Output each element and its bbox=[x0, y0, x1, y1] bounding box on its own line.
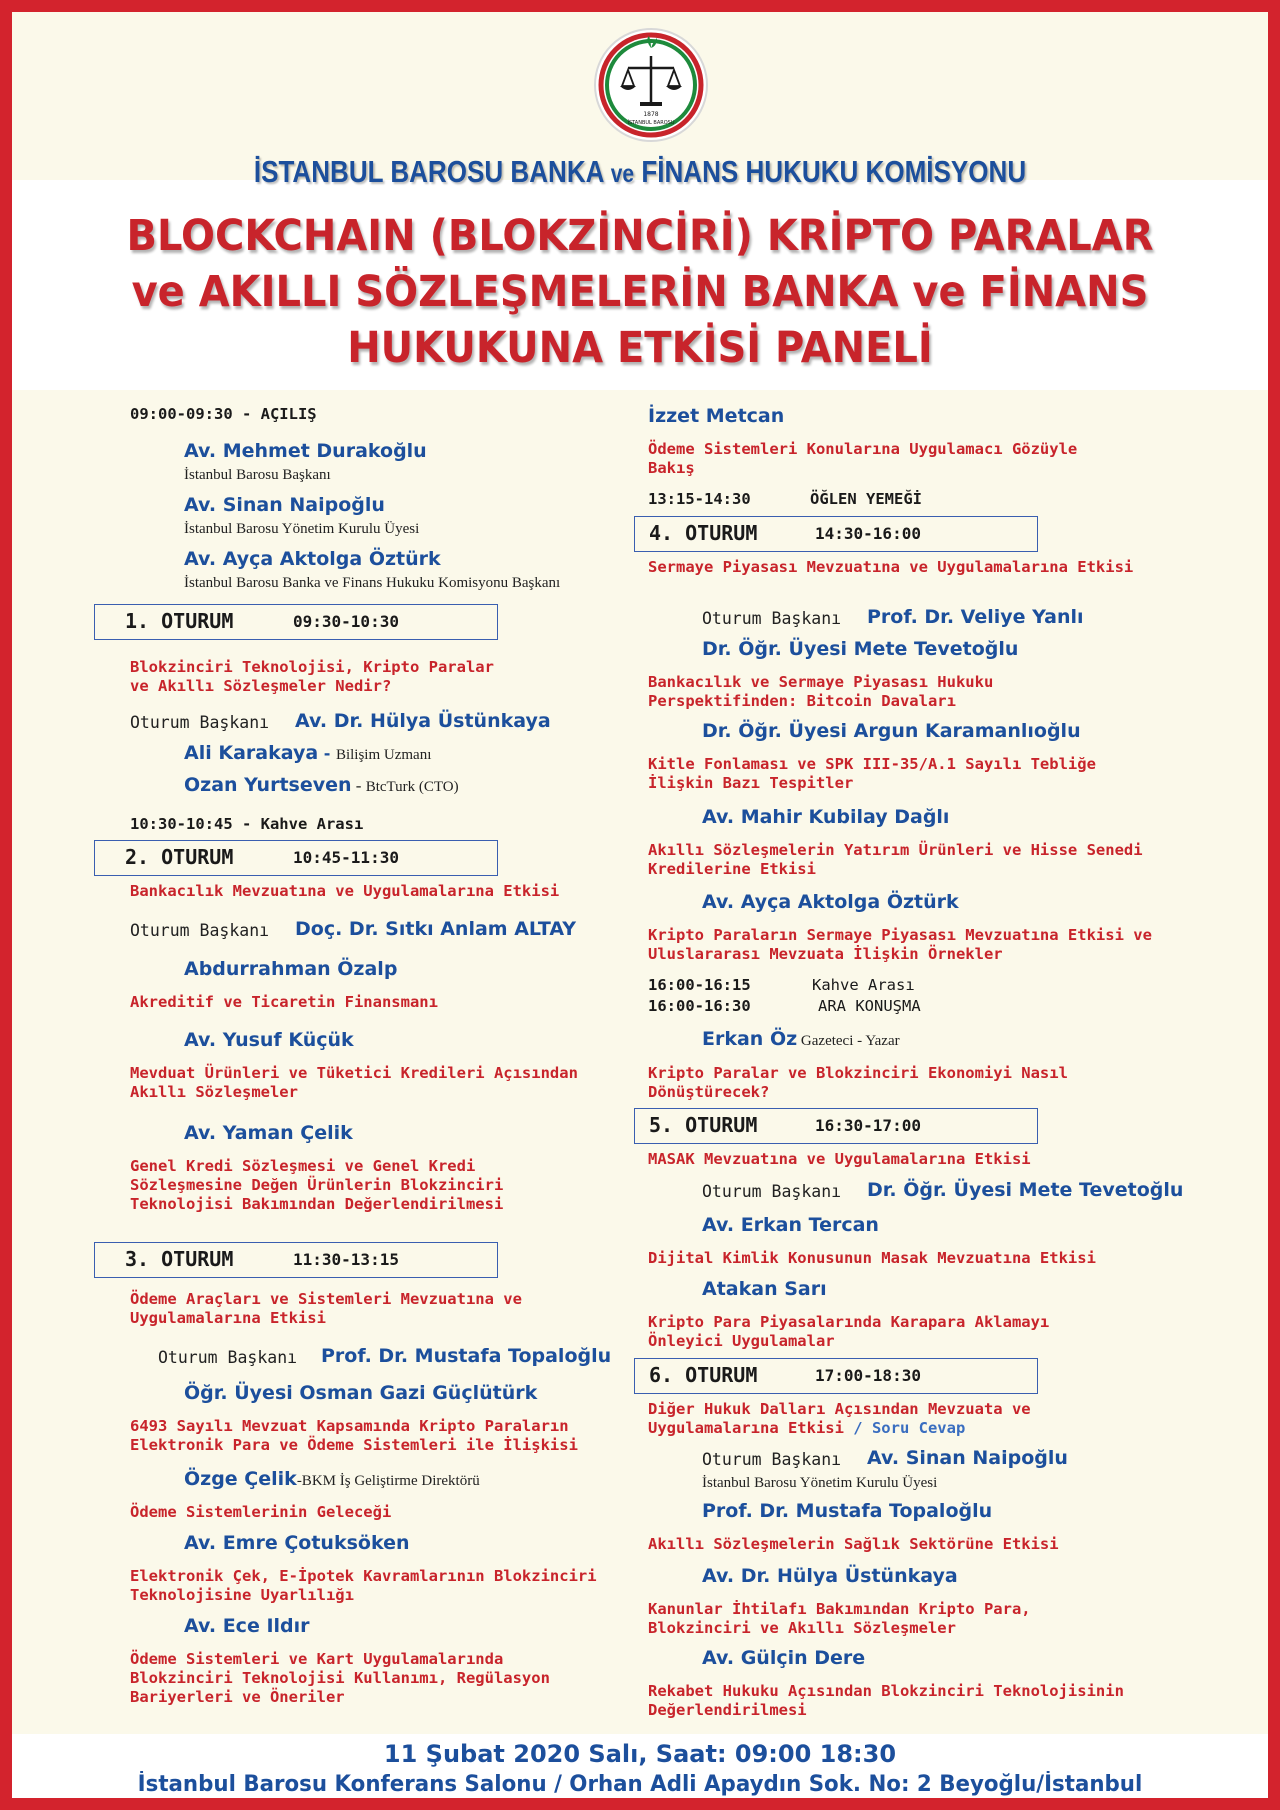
session-5-topic: MASAK Mevzuatına ve Uygulamalarına Etkisi bbox=[648, 1150, 1031, 1168]
session-1-time: 09:30-10:30 bbox=[293, 612, 399, 631]
session-6-box bbox=[634, 1358, 1038, 1394]
session-4-chair: Prof. Dr. Veliye Yanlı bbox=[867, 606, 1084, 628]
title-line-2: ve AKILLI SÖZLEŞMELERİN BANKA ve FİNANS bbox=[131, 267, 1149, 317]
session-6-topic-extra: / Soru Cevap bbox=[843, 1419, 966, 1437]
talk-label: ARA KONUŞMA bbox=[818, 997, 921, 1015]
session-2-label: 2. OTURUM bbox=[125, 845, 234, 869]
session-5-chair-label: Oturum Başkanı bbox=[702, 1182, 842, 1201]
session-1-panelist-1: Ali Karakaya - Bilişim Uzmanı bbox=[184, 742, 432, 764]
coffee-break-1: 10:30-10:45 - Kahve Arası bbox=[130, 815, 364, 833]
session-2-panelist-1: Abdurrahman Özalp bbox=[184, 958, 398, 980]
session-5-time: 16:30-17:00 bbox=[815, 1116, 921, 1135]
session-4-topic: Sermaye Piyasası Mevzuatına ve Uygulamalarına Etkisi bbox=[648, 558, 1134, 576]
session-3-chair-label: Oturum Başkanı bbox=[158, 1348, 298, 1367]
session-4-panelist-1: Dr. Öğr. Üyesi Mete Tevetoğlu bbox=[702, 638, 1019, 660]
event-date: 11 Şubat 2020 Salı, Saat: 09:00 18:30 bbox=[383, 1740, 897, 1768]
session-3-panelist-5: İzzet Metcan bbox=[648, 405, 785, 427]
session-3-panelist-1-topic: 6493 Sayılı Mevzuat Kapsamında Kripto Paraların Elektronik Para ve Ödeme Sistemleri ile İlişkisi bbox=[130, 1417, 578, 1454]
session-2-panelist-2-topic: Mevduat Ürünleri ve Tüketici Kredileri Açısından Akıllı Sözleşmeler bbox=[130, 1064, 578, 1101]
title-line-3: HUKUKUNA ETKİSİ PANELİ bbox=[347, 323, 933, 373]
session-6-panelist-2: Av. Dr. Hülya Üstünkaya bbox=[702, 1565, 958, 1587]
opening-speaker-3-role: İstanbul Barosu Banka ve Finans Hukuku Komisyonu Başkanı bbox=[184, 575, 561, 591]
opening-time: 09:00-09:30 - AÇILIŞ bbox=[130, 405, 317, 423]
session-4-panelist-3: Av. Mahir Kubilay Dağlı bbox=[702, 806, 950, 828]
session-4-panelist-4-topic: Kripto Paraların Sermaye Piyasası Mevzuatına Etkisi ve Uluslararası Mevzuata İlişkin Örnekler bbox=[648, 926, 1152, 963]
session-1-box bbox=[94, 604, 498, 640]
session-4-panelist-2-topic: Kitle Fonlaması ve SPK III-35/A.1 Sayılı Tebliğe İlişkin Bazı Tespitler bbox=[648, 755, 1096, 792]
lunch-label: ÖĞLEN YEMEĞİ bbox=[810, 490, 922, 508]
session-5-panelist-1: Av. Erkan Tercan bbox=[702, 1214, 879, 1236]
session-2-box bbox=[94, 840, 498, 876]
opening-speaker-1: Av. Mehmet Durakoğlu bbox=[184, 440, 427, 462]
session-5-panelist-2-topic: Kripto Para Piyasalarında Karapara Aklamayı Önleyici Uygulamalar bbox=[648, 1313, 1050, 1350]
session-2-panelist-3: Av. Yaman Çelik bbox=[184, 1122, 353, 1144]
session-2-chair: Doç. Dr. Sıtkı Anlam ALTAY bbox=[295, 918, 577, 940]
title-line-1: BLOCKCHAIN (BLOKZİNCİRİ) KRİPTO PARALAR bbox=[126, 211, 1154, 261]
session-3-panelist-1: Öğr. Üyesi Osman Gazi Güçlütürk bbox=[184, 1382, 538, 1404]
session-6-panelist-2-topic: Kanunlar İhtilafı Bakımından Kripto Para, Blokzinciri ve Akıllı Sözleşmeler bbox=[648, 1600, 1031, 1637]
session-3-panelist-4-topic: Ödeme Sistemleri ve Kart Uygulamalarında Blokzinciri Teknolojisi Kullanımı, Regülasyon Bariyerleri ve Öneriler bbox=[130, 1650, 550, 1706]
lunch-time: 13:15-14:30 bbox=[648, 490, 751, 508]
session-5-chair: Dr. Öğr. Üyesi Mete Tevetoğlu bbox=[867, 1179, 1184, 1201]
session-3-panelist-3-topic: Elektronik Çek, E-İpotek Kavramlarının Blokzinciri Teknolojisine Uyarlılığı bbox=[130, 1567, 597, 1604]
talk-speaker: Erkan Öz Gazeteci - Yazar bbox=[702, 1028, 900, 1050]
session-4-panelist-3-topic: Akıllı Sözleşmelerin Yatırım Ürünleri ve Hisse Senedi Kredilerine Etkisi bbox=[648, 841, 1143, 878]
session-6-topic: Diğer Hukuk Dalları Açısından Mevzuata ve Uygulamalarına Etkisi / Soru Cevap bbox=[648, 1400, 1031, 1437]
commission-part-a: İSTANBUL BAROSU BANKA bbox=[253, 154, 604, 189]
opening-speaker-1-role: İstanbul Barosu Başkanı bbox=[184, 467, 331, 483]
session-1-label: 1. OTURUM bbox=[125, 609, 234, 633]
session-6-panelist-3: Av. Gülçin Dere bbox=[702, 1647, 866, 1669]
session-1-topic: Blokzinciri Teknolojisi, Kripto Paralar ve Akıllı Sözleşmeler Nedir? bbox=[130, 658, 494, 695]
session-5-box bbox=[634, 1108, 1038, 1144]
opening-speaker-2: Av. Sinan Naipoğlu bbox=[184, 494, 385, 516]
session-3-chair: Prof. Dr. Mustafa Topaloğlu bbox=[321, 1345, 612, 1367]
session-3-panelist-3: Av. Emre Çotuksöken bbox=[184, 1532, 410, 1554]
footer bbox=[12, 1734, 1268, 1810]
opening-speaker-2-role: İstanbul Barosu Yönetim Kurulu Üyesi bbox=[184, 521, 420, 537]
session-2-panelist-2: Av. Yusuf Küçük bbox=[184, 1029, 354, 1051]
commission-name bbox=[112, 154, 1167, 190]
session-3-box bbox=[94, 1242, 498, 1278]
session-2-panelist-1-topic: Akreditif ve Ticaretin Finansmanı bbox=[130, 993, 438, 1011]
session-4-box bbox=[634, 516, 1038, 552]
session-6-time: 17:00-18:30 bbox=[815, 1366, 921, 1385]
session-2-panelist-3-topic: Genel Kredi Sözleşmesi ve Genel Kredi Sözleşmesine Değen Ürünlerin Blokzinciri Teknolojisi Bakımından Değerlendirilmesi bbox=[130, 1157, 504, 1213]
session-6-chair-role: İstanbul Barosu Yönetim Kurulu Üyesi bbox=[702, 1475, 938, 1491]
session-4-panelist-2: Dr. Öğr. Üyesi Argun Karamanlıoğlu bbox=[702, 720, 1081, 742]
panel-title bbox=[56, 208, 1224, 376]
session-2-chair-label: Oturum Başkanı bbox=[130, 921, 270, 940]
session-6-label: 6. OTURUM bbox=[649, 1363, 758, 1387]
session-1-panelist-2: Ozan Yurtseven - BtcTurk (CTO) bbox=[184, 774, 459, 796]
event-address: İstanbul Barosu Konferans Salonu / Orhan Adli Apaydın Sok. No: 2 Beyoğlu/İstanbul bbox=[137, 1772, 1143, 1797]
coffee-break-2-label: Kahve Arası bbox=[812, 976, 915, 994]
session-6-chair-label: Oturum Başkanı bbox=[702, 1450, 842, 1469]
logo-text: İSTANBUL BAROSU bbox=[627, 120, 675, 126]
commission-part-b: FİNANS HUKUKU KOMİSYONU bbox=[641, 154, 1027, 189]
session-5-label: 5. OTURUM bbox=[649, 1113, 758, 1137]
coffee-break-2-time: 16:00-16:15 bbox=[648, 976, 751, 994]
session-3-time: 11:30-13:15 bbox=[293, 1250, 399, 1269]
session-4-chair-label: Oturum Başkanı bbox=[702, 609, 842, 628]
session-3-topic: Ödeme Araçları ve Sistemleri Mevzuatına ve Uygulamalarına Etkisi bbox=[130, 1290, 522, 1327]
session-2-time: 10:45-11:30 bbox=[293, 848, 399, 867]
session-5-panelist-2: Atakan Sarı bbox=[702, 1278, 827, 1300]
session-3-panelist-2: Özge Çelik-BKM İş Geliştirme Direktörü bbox=[184, 1468, 480, 1490]
commission-ve: ve bbox=[610, 160, 635, 188]
session-3-panelist-4: Av. Ece Ildır bbox=[184, 1615, 310, 1637]
session-5-panelist-1-topic: Dijital Kimlik Konusunun Masak Mevzuatına Etkisi bbox=[648, 1249, 1096, 1267]
session-2-topic: Bankacılık Mevzuatına ve Uygulamalarına Etkisi bbox=[130, 882, 560, 900]
talk-topic: Kripto Paralar ve Blokzinciri Ekonomiyi Nasıl Dönüştürecek? bbox=[648, 1064, 1068, 1101]
session-4-panelist-4: Av. Ayça Aktolga Öztürk bbox=[702, 891, 959, 913]
session-4-label: 4. OTURUM bbox=[649, 521, 758, 545]
session-3-label: 3. OTURUM bbox=[125, 1247, 234, 1271]
session-6-panelist-3-topic: Rekabet Hukuku Açısından Blokzinciri Teknolojisinin Değerlendirilmesi bbox=[648, 1682, 1124, 1719]
session-3-panelist-2-topic: Ödeme Sistemlerinin Geleceği bbox=[130, 1503, 392, 1521]
session-6-panelist-1: Prof. Dr. Mustafa Topaloğlu bbox=[702, 1500, 993, 1522]
session-6-chair: Av. Sinan Naipoğlu bbox=[867, 1447, 1068, 1469]
bar-association-logo bbox=[592, 26, 710, 144]
session-3-panelist-5-topic: Ödeme Sistemleri Konularına Uygulamacı Gözüyle Bakış bbox=[648, 440, 1078, 477]
session-1-chair: Av. Dr. Hülya Üstünkaya bbox=[295, 710, 551, 732]
session-1-chair-label: Oturum Başkanı bbox=[130, 713, 270, 732]
session-4-time: 14:30-16:00 bbox=[815, 524, 921, 543]
session-6-panelist-1-topic: Akıllı Sözleşmelerin Sağlık Sektörüne Etkisi bbox=[648, 1535, 1059, 1553]
session-4-panelist-1-topic: Bankacılık ve Sermaye Piyasası Hukuku Perspektifinden: Bitcoin Davaları bbox=[648, 673, 994, 710]
talk-time: 16:00-16:30 bbox=[648, 997, 751, 1015]
logo-year: 1878 bbox=[643, 111, 659, 118]
opening-speaker-3: Av. Ayça Aktolga Öztürk bbox=[184, 548, 441, 570]
